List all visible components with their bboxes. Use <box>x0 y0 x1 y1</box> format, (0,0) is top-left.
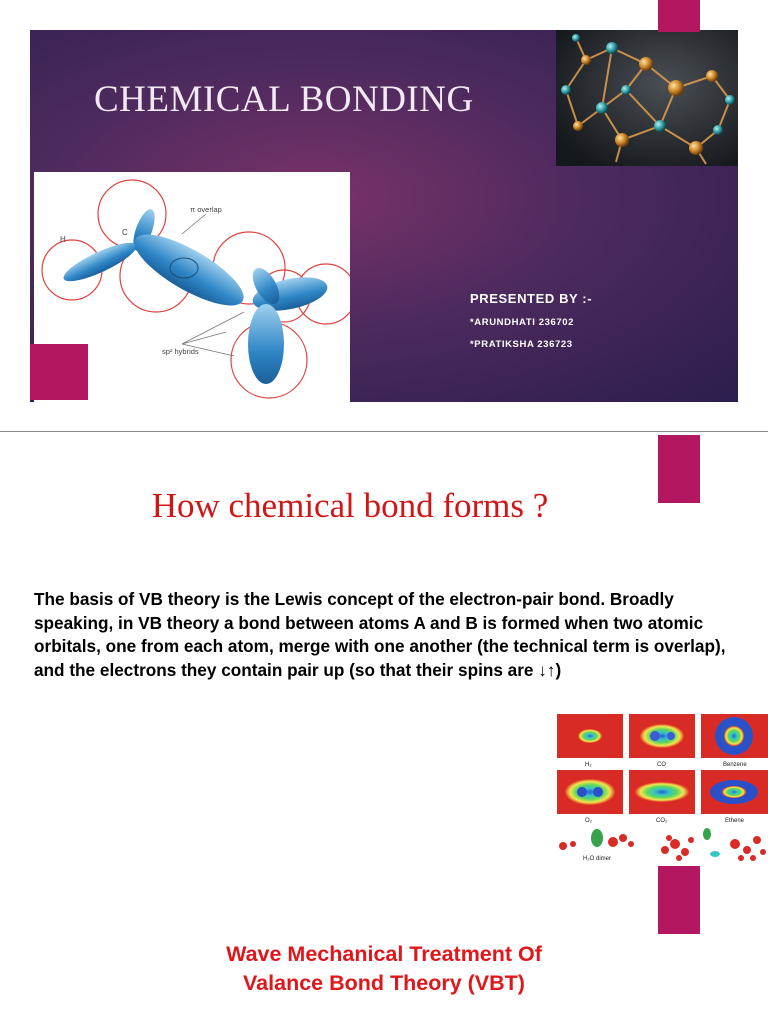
label-benzene: Benzene <box>723 762 747 768</box>
presented-by-heading: PRESENTED BY :- <box>470 291 593 306</box>
label-h: H <box>60 235 66 244</box>
vbt-title-line-1: Wave Mechanical Treatment Of <box>226 942 542 966</box>
label-o2: O₂ <box>585 818 592 824</box>
molecule-photo <box>556 30 738 166</box>
vbt-title-line-2: Valance Bond Theory (VBT) <box>243 971 525 995</box>
label-co: CO <box>657 762 666 768</box>
section-title: How chemical bond forms ? <box>151 486 549 525</box>
author-pratiksha: *PRATIKSHA 236723 <box>470 339 573 350</box>
electron-density-maps <box>557 714 768 866</box>
label-h2: H₂ <box>585 762 592 768</box>
label-pi-overlap: π overlap <box>190 205 222 214</box>
label-sp2-hybrids: sp² hybrids <box>162 347 199 356</box>
label-h2o-dimer: H₂O dimer <box>583 856 611 862</box>
vb-theory-paragraph: The basis of VB theory is the Lewis concept of the electron-pair bond. Broadly speaking, in VB theory a bond between atoms A and B is formed when two atomic orbitals, one from each atom, merge with one another (the technical term is overlap), and the electrons they contain pair up (so that their spins are ↓↑) <box>34 589 726 680</box>
slide-divider <box>0 431 768 432</box>
accent-block <box>658 866 700 934</box>
slide-title: CHEMICAL BONDING <box>94 79 474 120</box>
title-slide <box>30 30 738 402</box>
accent-block <box>658 0 700 32</box>
label-c: C <box>122 228 128 237</box>
vbt-title <box>134 940 634 998</box>
author-arundhati: *ARUNDHATI 236702 <box>470 317 574 328</box>
accent-block <box>30 344 88 400</box>
label-ethene: Ethene <box>725 818 745 824</box>
label-co2: CO₂ <box>656 818 668 824</box>
